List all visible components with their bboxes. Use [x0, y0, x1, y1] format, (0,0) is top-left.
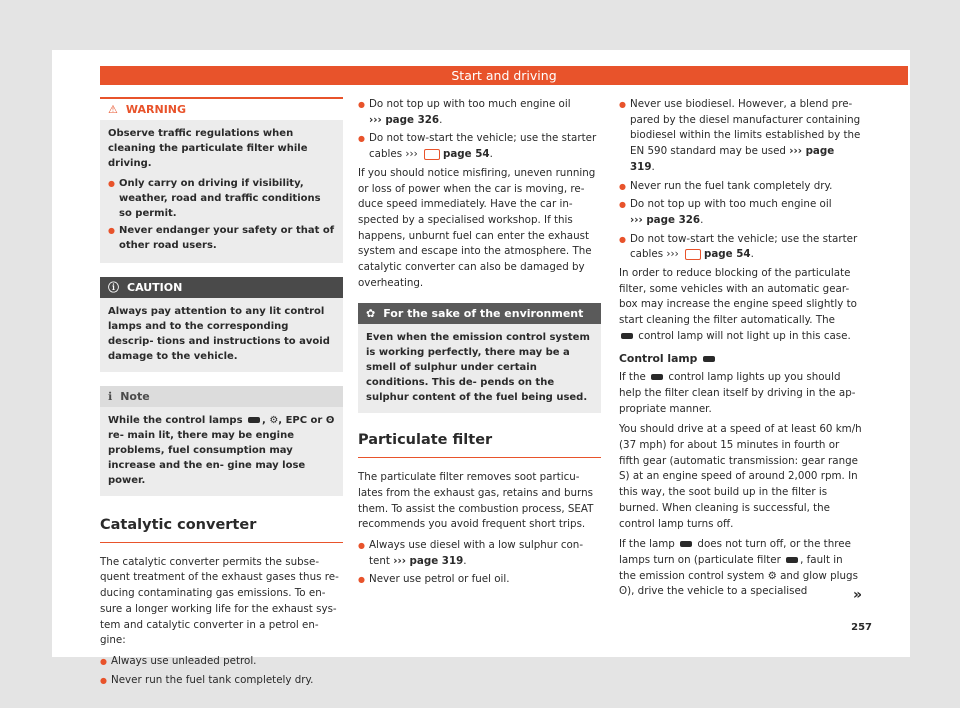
- para-text: ), drive the vehicle to a specialised: [627, 585, 808, 598]
- list-item: ● Do not tow-start the vehicle; use the starter cables ››› page 54.: [358, 131, 601, 162]
- warning-header: [100, 99, 343, 120]
- item-text: Do not top up with too much engine oil: [630, 198, 832, 211]
- epc-lamp-icon: EPC: [285, 415, 308, 426]
- para-text: If the lamp: [619, 538, 675, 551]
- note-text: ,: [262, 415, 270, 426]
- section-title-particulate: Particulate filter: [358, 433, 601, 458]
- column-right: [619, 97, 862, 605]
- note-text: ,: [278, 415, 286, 426]
- emission-lamp-icon: ⚙: [269, 415, 279, 426]
- warning-item: ● Only carry on driving if visibility, weather, road and traffic conditions so permit.: [108, 176, 335, 221]
- particulate-filter-lamp-icon: [651, 374, 663, 380]
- caution-title: CAUTION: [127, 280, 183, 294]
- warning-intro: Observe traffic regulations when cleaning the particulate filter while driving.: [108, 128, 308, 169]
- paragraph: [619, 266, 862, 345]
- item-text: Do not tow-start the vehicle; use the starter cables ›››: [630, 232, 858, 261]
- warning-triangle-icon: ⚠: [108, 102, 118, 116]
- page-header: Start and driving: [100, 66, 908, 85]
- particulate-filter-lamp-icon: [703, 356, 715, 362]
- list-item: ● Never use petrol or fuel oil.: [358, 572, 601, 588]
- list-item: ● Always use diesel with a low sulphur con- tent ››› page 319.: [358, 538, 601, 569]
- note-text: re- main lit, there may be engine problems, fuel consumption may increase and the en- gine may lose power.: [108, 430, 306, 486]
- info-icon: ℹ: [108, 389, 113, 403]
- para-text: control lamp lights up you should help the filter clean itself by driving in the ap- propriate manner.: [619, 371, 856, 415]
- environment-body: Even when the emission control system is working perfectly, there may be a smell of sulphur under certain conditions. This de- pends on the sulphur content of the fuel being used.: [358, 324, 601, 413]
- list-item: ● Do not top up with too much engine oil ››› page 326.: [358, 97, 601, 128]
- column-middle: [358, 97, 601, 591]
- paragraph: You should drive at a speed of at least 60 km/h (37 mph) for about 15 minutes in fourth or fifth gear (automatic transmission: gear range S) at an engine speed of around 2,000 rpm. In this way, the soot build up in the filter is burned. When cleaning is successful, the control lamp turns off.: [619, 423, 862, 530]
- leaf-icon: ✿: [366, 307, 376, 321]
- environment-title: For the sake of the environment: [383, 307, 584, 321]
- caution-icon: ⓘ: [108, 280, 119, 294]
- list-item: ● Do not tow-start the vehicle; use the starter cables ››› page 54.: [619, 232, 862, 263]
- item-text: Do not tow-start the vehicle; use the starter cables ›››: [369, 132, 597, 161]
- para-text: control lamp will not light up in this case.: [638, 329, 851, 342]
- list-item: ● Always use unleaded petrol.: [100, 654, 343, 670]
- glow-plug-lamp-icon: ʘ: [325, 415, 335, 426]
- emission-lamp-icon: ⚙: [767, 569, 777, 582]
- page-reference-link[interactable]: ››› page 319: [393, 554, 464, 567]
- section-title-catalytic: Catalytic converter: [100, 518, 343, 543]
- list-item: ● Never use biodiesel. However, a blend pre- pared by the diesel manufacturer containing biodiesel within the limits established by the EN 590 standard may be used ››› page 319.: [619, 97, 862, 176]
- note-title: Note: [120, 389, 150, 403]
- para-text: and glow plugs: [780, 569, 858, 582]
- environment-header: [358, 303, 601, 324]
- page-reference-link[interactable]: page 54: [703, 248, 751, 261]
- paragraph: [619, 537, 862, 600]
- particulate-filter-lamp-icon: [786, 557, 798, 563]
- book-warning-icon: [685, 249, 701, 260]
- paragraph: If you should notice misfiring, uneven running or loss of power when the car is moving, re- duce speed immediately. Have the car in- spected by a specialised workshop. If this happens, unburnt fuel can enter the exhaust system and escape into the atmosphere. The catalytic converter can also be damaged by overheating.: [358, 166, 596, 289]
- page-reference-link[interactable]: ››› page 326: [369, 113, 440, 126]
- caution-header: [100, 277, 343, 298]
- page-reference-link[interactable]: ››› page 319: [630, 145, 835, 173]
- note-header: [100, 386, 343, 407]
- paragraph: The catalytic converter permits the subse- quent treatment of the exhaust gases thus re- ducing contaminating gas emissions. To en- sure a longer working life for the exhaust sys- tem and catalytic converter in a petrol en- gine:: [100, 555, 339, 647]
- warning-body: [100, 120, 343, 263]
- item-text: Do not top up with too much engine oil: [369, 98, 571, 110]
- page-reference-link[interactable]: page 54: [442, 148, 490, 161]
- paragraph: [619, 370, 862, 417]
- warning-item: ● Never endanger your safety or that of other road users.: [108, 223, 335, 253]
- manual-page: [52, 50, 910, 686]
- para-text: , fault in the emission control system: [619, 553, 843, 582]
- list-item: ● Do not top up with too much engine oil ››› page 326.: [619, 197, 862, 228]
- page-reference-link[interactable]: ››› page 326: [630, 213, 701, 226]
- book-warning-icon: [424, 149, 440, 160]
- note-text: While the control lamps: [108, 415, 243, 426]
- particulate-filter-lamp-icon: [680, 541, 692, 547]
- environment-box: [358, 303, 601, 413]
- note-text: or: [307, 415, 326, 426]
- column-left: [100, 97, 343, 691]
- continue-mark: »: [852, 587, 862, 603]
- caution-box: [100, 277, 343, 372]
- warning-title: WARNING: [125, 102, 187, 116]
- warning-box: [100, 97, 343, 263]
- para-text: In order to reduce blocking of the particulate filter, some vehicles with an automatic gear- box may increase the engine speed slightly to start cleaning the filter automatically. The: [619, 267, 857, 327]
- para-text: does not turn off, or the three lamps turn on (particulate filter: [619, 538, 851, 566]
- note-body: [100, 407, 343, 496]
- item-text: Always use diesel with a low sulphur con- tent: [369, 538, 584, 567]
- glow-plug-lamp-icon: ʘ: [619, 585, 628, 598]
- list-item: ● Never run the fuel tank completely dry.: [619, 179, 862, 195]
- subhead-text: Control lamp: [619, 351, 698, 365]
- para-text: If the: [619, 371, 646, 384]
- particulate-filter-lamp-icon: [621, 333, 633, 339]
- item-text: Never use biodiesel. However, a blend pre- pared by the diesel manufacturer containing biodiesel within the limits established by the EN 590 standard may be used: [630, 98, 861, 158]
- particulate-filter-lamp-icon: [248, 417, 260, 423]
- caution-body: Always pay attention to any lit control lamps and to the corresponding descrip- tions and instructions to avoid damage to the vehicle.: [100, 298, 343, 372]
- note-box: [100, 386, 343, 496]
- page-number: 257: [851, 622, 872, 633]
- list-item: ● Never run the fuel tank completely dry.: [100, 673, 343, 689]
- paragraph: The particulate filter removes soot particu- lates from the exhaust gas, retains and burns them. To assist the combustion process, SEAT recommends you avoid frequent short trips.: [358, 471, 594, 531]
- control-lamp-heading: [619, 351, 862, 367]
